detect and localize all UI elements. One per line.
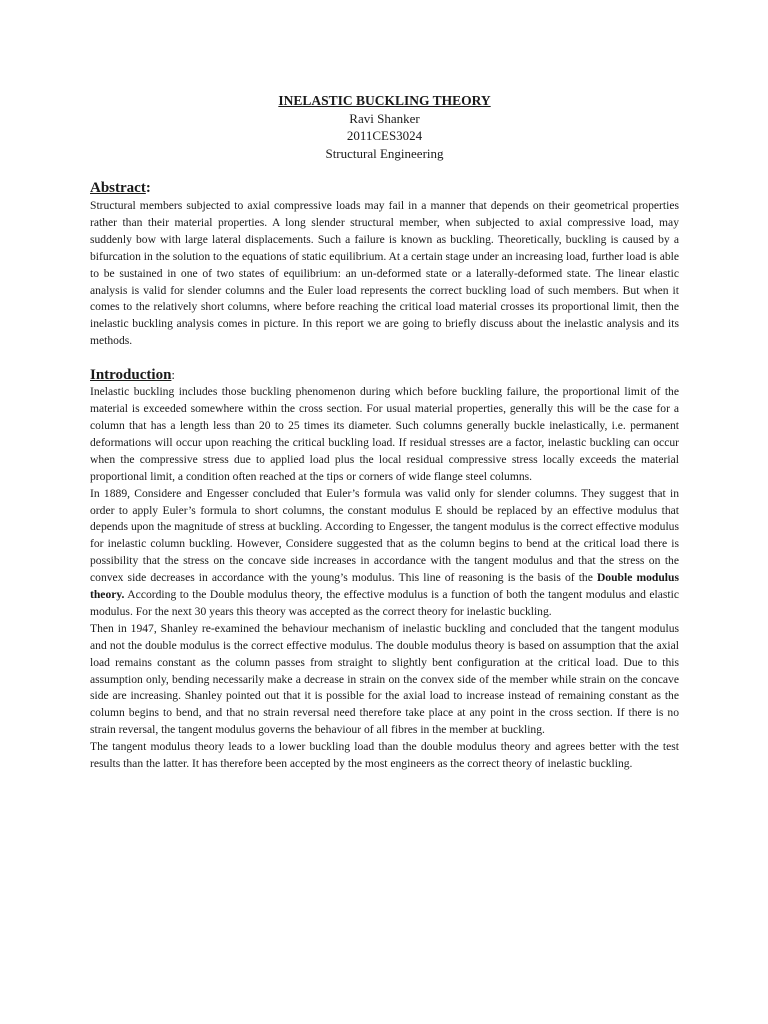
intro-paragraph-2-part-b: According to the Double modulus theory, the effective modulus is a function of both the tangent modulus and elastic modulus. For the next 30 years this theory was accepted as the correct theory for inelastic buckling. [90, 588, 679, 618]
department-name: Structural Engineering [325, 145, 444, 161]
author-name: Ravi Shanker [349, 110, 420, 126]
intro-paragraph-3: Then in 1947, Shanley re-examined the behaviour mechanism of inelastic buckling and concluded that the tangent modulus and not the double modulus is the correct effective modulus. The double modulus theory is based on assumption that the axial load remains constant as the column passes from straight to slightly bent configuration at the critical load. Due to this assumption only, bending necessarily make a decrease in strain on the convex side of the member while strain on the concave side are increasing. Shanley pointed out that it is possible for the axial load to increase instead of remaining constant as the column begins to bend, and that no strain reversal need therefore take place at any point in the cross section. If there is no strain reversal, the tangent modulus governs the behaviour of all fibres in the member at buckling. [90, 621, 679, 737]
title-block [90, 92, 679, 162]
document-title: INELASTIC BUCKLING THEORY [278, 93, 491, 108]
intro-paragraph-2 [90, 486, 679, 621]
document-page [90, 92, 679, 773]
introduction-heading-text: Introduction [90, 367, 172, 384]
intro-paragraph-1: Inelastic buckling includes those buckling phenomenon during which before buckling failure, the proportional limit of the material is exceeded somewhere within the cross section. For usual material properties, generally this will be the case for a column that has a length less than 20 to 25 times its diameter. Such columns generally buckle inelastically, i.e. permanent deformations will occur upon reaching the critical buckling load. If residual stresses are a factor, inelastic buckling can occur when the compressive stress due to applied load plus the local residual compressive stress locally exceeds the material proportional limit, a condition often reached at the tips or corners of wide flange steel columns. [90, 385, 679, 483]
student-id: 2011CES3024 [346, 128, 423, 143]
intro-paragraph-4: The tangent modulus theory leads to a lower buckling load than the double modulus theory and agrees better with the test results than the latter. It has therefore been accepted by the most engineers as the correct theory of inelastic buckling. [90, 740, 679, 771]
introduction-heading-colon: : [171, 367, 176, 383]
double-modulus-theory-term: Double modulus theory. [90, 571, 679, 602]
introduction-heading [90, 366, 679, 384]
abstract-heading-colon: : [145, 180, 151, 196]
abstract-heading [90, 179, 679, 197]
abstract-paragraph: Structural members subjected to axial compressive loads may fail in a manner that depends on their geometrical properties rather than their material properties. A long slender structural member, when subjected to axial compressive load, may suddenly bow with large lateral displacements. Such a failure is known as buckling. Theoretically, buckling is caused by a bifurcation in the solution to the equations of static equilibrium. At a certain stage under an increasing load, further load is able to be sustained in one of two states of equilibrium: an un-deformed state or a laterally-deformed state. The linear elastic analysis is valid for slender columns and the Euler load represents the correct buckling load of such members. But when it comes to the relatively short columns, where before reaching the critical load material crosses its proportional limit, then the inelastic buckling analysis comes in picture. In this report we are going to briefly discuss about the inelastic analysis and its methods. [90, 199, 679, 348]
intro-paragraph-2-part-a: In 1889, Considere and Engesser concluded that Euler’s formula was valid only for slender columns. They suggest that in order to apply Euler’s formula to short columns, the constant modulus E should be replaced by an effective modulus that depends upon the magnitude of stress at buckling. According to Engesser, the tangent modulus is the correct effective modulus for inelastic column buckling. However, Considere suggested that as the column begins to bend at the critical load there is possibility that the stress on the concave side increases in accordance with the tangent modulus and that the stress on the convex side decreases in accordance with the young’s modulus. This line of reasoning is the basis of the [90, 486, 679, 585]
abstract-heading-text: Abstract [90, 180, 146, 196]
